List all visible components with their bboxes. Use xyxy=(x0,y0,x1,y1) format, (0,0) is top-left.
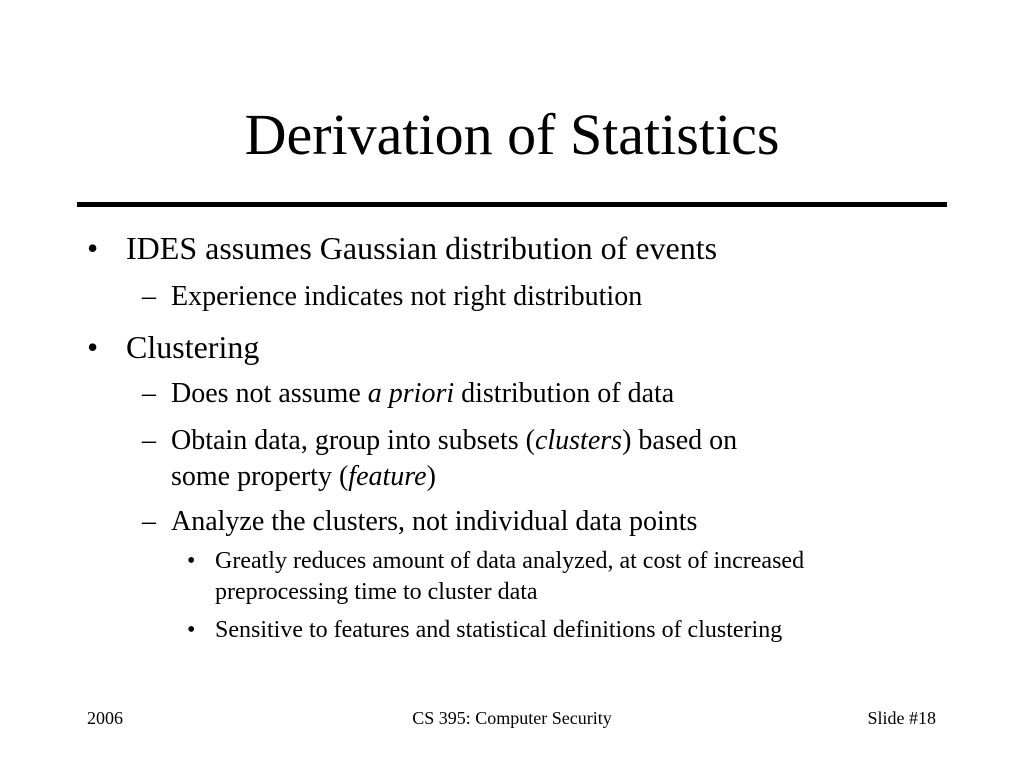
bullet-ides: IDES assumes Gaussian distribution of events xyxy=(126,230,718,266)
text-segment: some property ( xyxy=(171,461,349,492)
sub-bullet-obtain-data xyxy=(171,424,737,458)
footer-course: CS 395: Computer Security xyxy=(412,708,612,728)
italic-term: a priori xyxy=(367,378,455,409)
text-segment: ) xyxy=(426,461,436,492)
italic-term: feature xyxy=(348,461,427,492)
bullet-marker: • xyxy=(87,230,99,266)
sub-bullet-experience: Experience indicates not right distribution xyxy=(171,281,643,312)
sub-bullet-analyze: Analyze the clusters, not individual data points xyxy=(171,506,698,537)
footer-year: 2006 xyxy=(87,708,123,728)
text-segment: Does not assume xyxy=(171,378,368,409)
footer-slide-number: Slide #18 xyxy=(867,708,936,728)
text-segment: Obtain data, group into subsets ( xyxy=(171,425,535,456)
bullet-clustering: Clustering xyxy=(126,329,260,365)
dash-marker: – xyxy=(142,506,156,537)
text-segment: ) based on xyxy=(622,425,738,456)
italic-term: clusters xyxy=(534,425,623,456)
sub-bullet-a-priori xyxy=(171,377,674,411)
small-bullet-marker: • xyxy=(187,548,196,574)
small-bullet-marker: • xyxy=(187,617,196,643)
slide-title: Derivation of Statistics xyxy=(244,102,780,167)
bullet-marker: • xyxy=(87,329,99,365)
dash-marker: – xyxy=(142,378,156,409)
sub-bullet-obtain-data-continuation xyxy=(171,460,436,494)
title-divider xyxy=(77,202,947,207)
sub-sub-bullet-sensitive: Sensitive to features and statistical definitions of clustering xyxy=(215,617,783,643)
dash-marker: – xyxy=(142,281,156,312)
sub-sub-bullet-greatly-reduces-continuation: preprocessing time to cluster data xyxy=(215,579,538,605)
text-segment: distribution of data xyxy=(454,378,675,409)
sub-sub-bullet-greatly-reduces: Greatly reduces amount of data analyzed, at cost of increased xyxy=(215,548,805,574)
dash-marker: – xyxy=(142,425,156,456)
